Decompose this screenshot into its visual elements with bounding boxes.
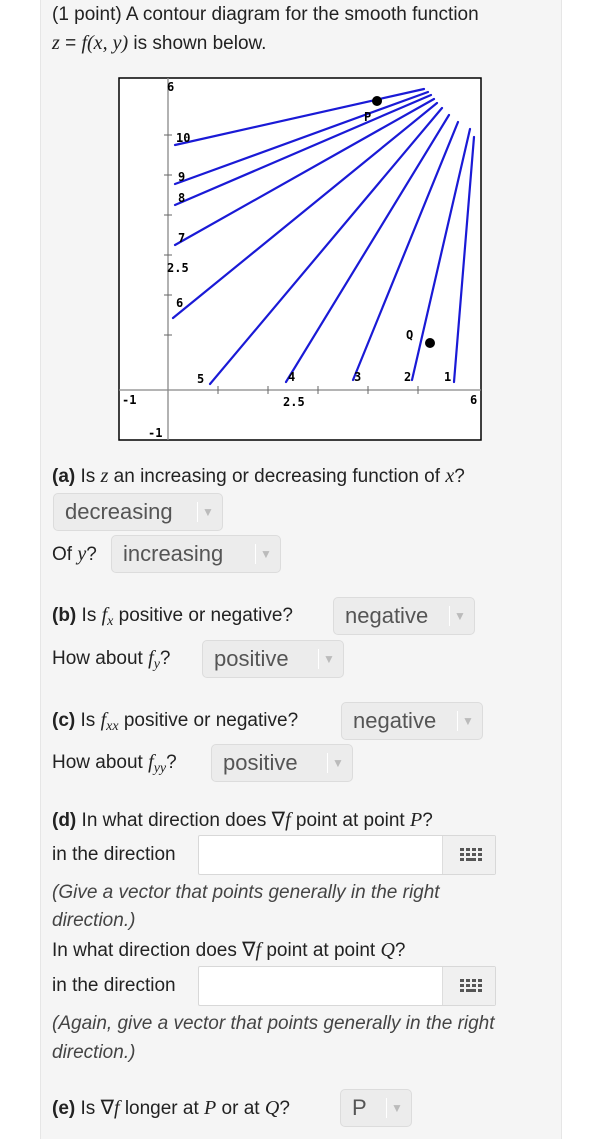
part-d-f: f [285, 809, 291, 831]
part-d-note-2-line-1: (Again, give a vector that points generally in the right [52, 1013, 495, 1034]
contour-label-3: 3 [354, 370, 362, 384]
nabla-symbol: ∇ [271, 809, 286, 831]
part-d-in-direction-1: in the direction [52, 844, 176, 865]
chevron-down-icon: ▼ [327, 753, 348, 773]
part-d-q2-pre: In what direction does [52, 940, 237, 961]
y-axis-mid-label: 2.5 [167, 261, 189, 275]
keyboard-icon[interactable] [442, 967, 495, 1005]
part-e-point-q: Q [264, 1097, 280, 1119]
part-e-point-p: P [204, 1097, 217, 1119]
contour-diagram [118, 77, 482, 441]
part-d-q1-pre: In what direction does [81, 810, 267, 831]
diagram-frame [119, 78, 481, 440]
nabla-symbol: ∇ [242, 939, 256, 961]
part-e-q-mid: longer at [124, 1098, 199, 1119]
part-b-q2-end: ? [159, 648, 171, 669]
part-d-point-q: Q [380, 939, 395, 961]
part-a-label: (a) [52, 466, 76, 487]
part-a-var-z: z [100, 465, 109, 487]
chevron-down-icon: ▼ [197, 502, 218, 522]
part-c-answer-1-value: negative [353, 708, 437, 733]
part-c-sub-xx: xx [106, 719, 119, 734]
part-d-note-2-line-2: direction.) [52, 1042, 136, 1063]
part-b-answer-1-select[interactable] [333, 597, 475, 635]
contour-label-7: 7 [178, 231, 186, 245]
keyboard-icon[interactable] [442, 836, 495, 874]
contour-label-4: 4 [288, 370, 296, 384]
part-a-var-x: x [445, 465, 455, 487]
part-e-answer-value: P [352, 1095, 367, 1120]
part-d-f2: f [255, 939, 262, 961]
part-a-q2-end: ? [86, 544, 97, 565]
x-axis-left-label: -1 [122, 393, 137, 407]
part-a-answer-2-value: increasing [123, 541, 224, 566]
part-c-f: f [100, 709, 107, 731]
part-d-in-direction-2: in the direction [52, 975, 176, 996]
part-d-question-1 [52, 808, 433, 833]
part-e-answer-select[interactable] [340, 1089, 412, 1127]
part-e-or: or at [221, 1098, 260, 1119]
part-e-question [52, 1096, 290, 1121]
part-c-answer-1-select[interactable] [341, 702, 483, 740]
part-d-q1-mid: point at point [295, 810, 405, 831]
part-a-q1-end: ? [454, 466, 465, 487]
part-a-question-1 [52, 464, 465, 489]
part-c-question-1 [52, 708, 298, 735]
keyboard-icon-glyph [443, 836, 495, 874]
y-axis-top-label: 6 [167, 80, 175, 94]
part-c-q2-pre: How about [52, 752, 143, 773]
part-b-f: f [101, 604, 108, 626]
part-d-note-1-line-2: direction.) [52, 910, 136, 931]
point-p-marker [372, 96, 382, 106]
keyboard-icon-glyph [443, 967, 495, 1005]
part-a-q1-pre: Is [80, 466, 96, 487]
part-b-label: (b) [52, 605, 77, 626]
contour-label-5: 5 [197, 372, 205, 386]
chevron-down-icon: ▼ [255, 544, 276, 564]
part-d-q2-mid: point at point [266, 940, 376, 961]
equals-sign: = [65, 33, 77, 54]
part-c-f2: f [148, 751, 154, 773]
contour-label-6: 6 [176, 296, 184, 310]
gradient-p-input[interactable] [198, 835, 496, 875]
point-q-marker [425, 338, 435, 348]
part-b-answer-2-select[interactable] [202, 640, 344, 678]
part-b-question-2 [52, 646, 170, 673]
part-c-label: (c) [52, 710, 76, 731]
x-axis-right-label: 6 [470, 393, 478, 407]
part-b-q1-end: positive or negative? [118, 605, 293, 626]
var-z: z [52, 32, 60, 54]
part-d-q2-end: ? [394, 940, 406, 961]
part-c-q1-end: positive or negative? [123, 710, 299, 731]
gradient-q-input[interactable] [198, 966, 496, 1006]
contour-label-10: 10 [176, 131, 191, 145]
point-p-label: P [364, 110, 372, 124]
part-b-q2-pre: How about [52, 648, 143, 669]
part-e-label: (e) [52, 1098, 76, 1119]
part-e-f: f [113, 1097, 120, 1119]
function-f: f(x, y) [81, 32, 129, 54]
part-d-question-2 [52, 938, 405, 963]
part-a-answer-1-select[interactable] [53, 493, 223, 531]
part-b-f2: f [148, 647, 154, 669]
part-b-answer-1-value: negative [345, 603, 429, 628]
nabla-symbol: ∇ [100, 1097, 114, 1119]
part-a-answer-1-value: decreasing [65, 499, 173, 524]
part-d-point-p: P [410, 809, 423, 831]
part-a-q2-pre: Of [52, 544, 73, 565]
part-c-q1-pre: Is [80, 710, 96, 731]
part-b-q1-pre: Is [81, 605, 97, 626]
chevron-down-icon: ▼ [386, 1098, 407, 1118]
part-d-q1-end: ? [422, 810, 433, 831]
part-e-q-end: ? [279, 1098, 290, 1119]
contour-label-2: 2 [404, 370, 412, 384]
part-d-label: (d) [52, 810, 77, 831]
part-c-question-2 [52, 750, 177, 777]
part-a-q1-mid: an increasing or decreasing function of [113, 466, 441, 487]
contour-label-8: 8 [178, 191, 186, 205]
part-e-q-pre: Is [80, 1098, 96, 1119]
intro-line-2 [52, 31, 266, 56]
part-a-answer-2-select[interactable] [111, 535, 281, 573]
chevron-down-icon: ▼ [449, 606, 470, 626]
part-c-answer-2-value: positive [223, 750, 298, 775]
part-c-answer-2-select[interactable] [211, 744, 353, 782]
part-b-sub-x: x [107, 614, 114, 629]
part-c-q2-end: ? [166, 752, 177, 773]
chevron-down-icon: ▼ [457, 711, 478, 731]
part-c-sub-yy: yy [153, 761, 167, 776]
contour-label-1: 1 [444, 370, 452, 384]
part-d-note-1-line-1: (Give a vector that points generally in the right [52, 882, 440, 903]
x-axis-mid-label: 2.5 [283, 395, 305, 409]
contour-label-9: 9 [178, 170, 186, 184]
chevron-down-icon: ▼ [318, 649, 339, 669]
part-a-var-y: y [77, 543, 87, 565]
part-a-question-2 [52, 542, 97, 567]
intro-line-2-text: is shown below. [133, 33, 267, 54]
part-b-question-1 [52, 603, 293, 630]
part-b-sub-y: y [153, 657, 160, 672]
part-b-answer-2-value: positive [214, 646, 289, 671]
intro-line-1: (1 point) A contour diagram for the smooth function [52, 4, 479, 25]
y-axis-bottom-label: -1 [148, 426, 163, 440]
point-q-label: Q [406, 328, 414, 342]
